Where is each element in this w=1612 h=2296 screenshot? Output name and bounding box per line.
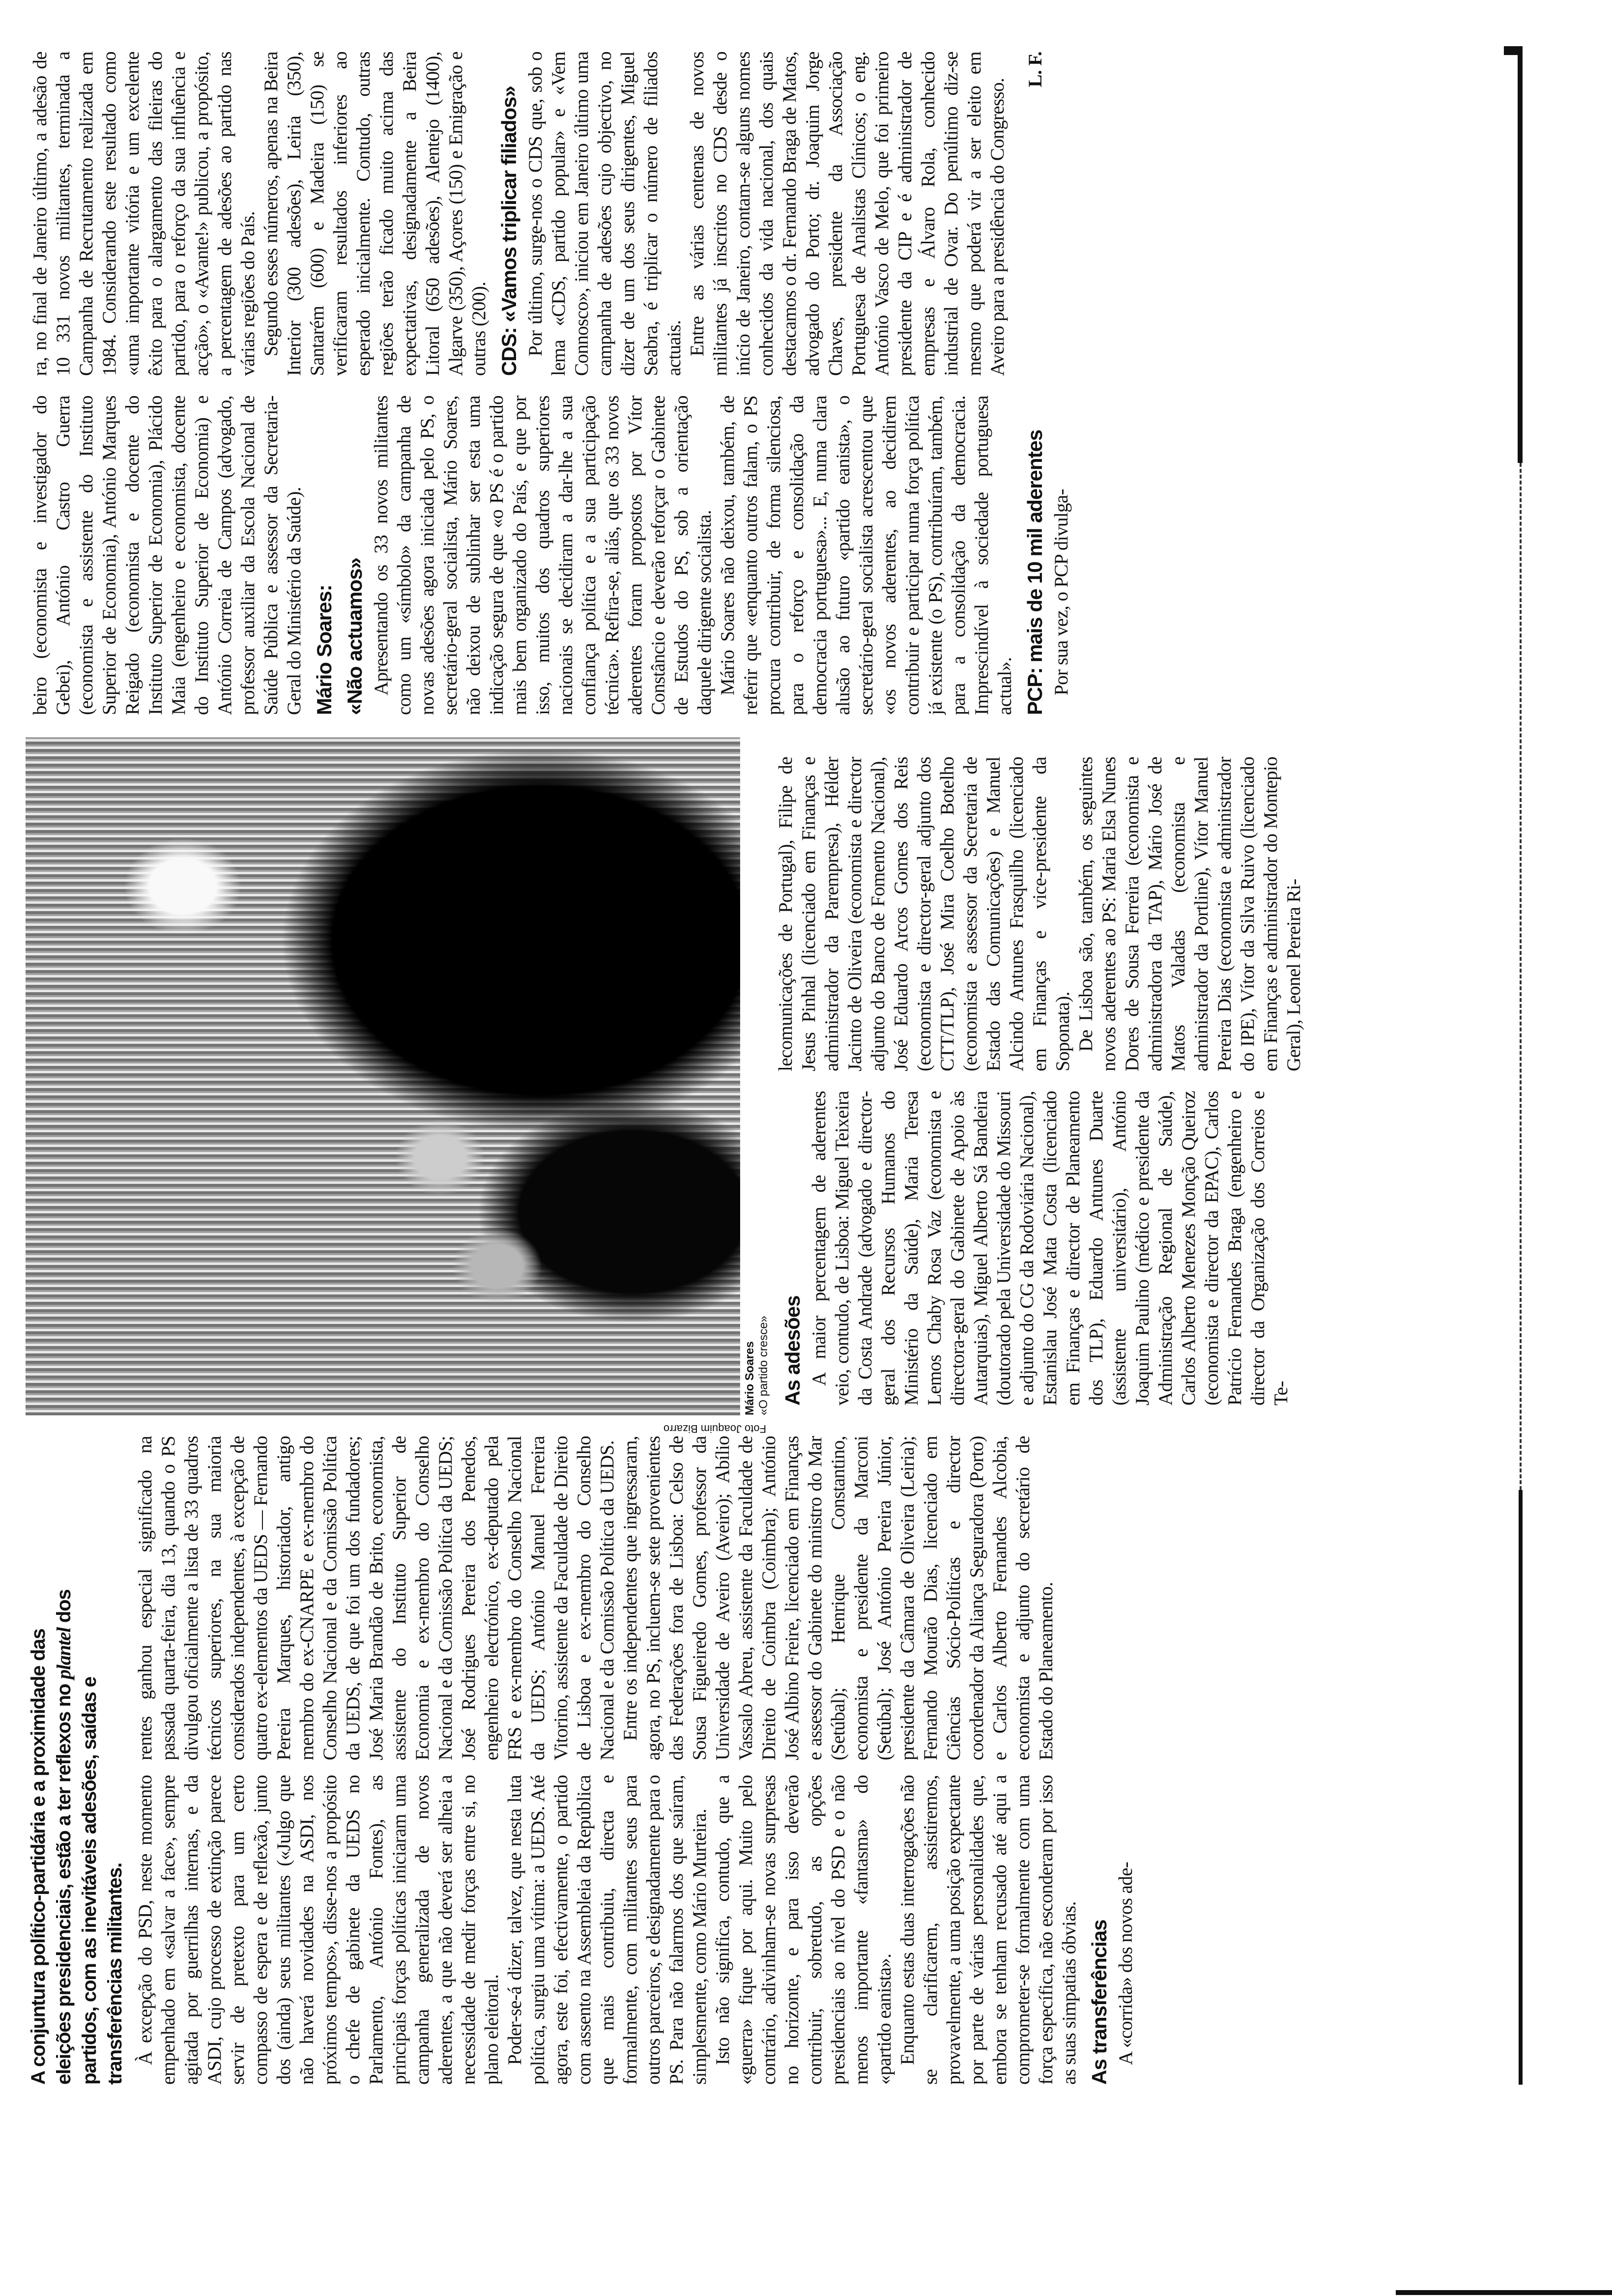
section-heading: «Não actuamos» bbox=[343, 558, 366, 715]
paragraph: Enquanto estas duas interrogações não se clarificarem, assistiremos, provavelmente, a uma posição expectante por parte de várias personalidades que, embora se tenham recusado até aqui a comprometer-se formalmente com uma força específica, não esconderam por isso as suas simpatias óbvias. bbox=[897, 1775, 1080, 2085]
paragraph: De Lisboa são, também, os seguintes novos aderentes ao PS: Maria Elsa Nunes Dores de Sousa Ferreira (economista e administradora da TAP), Mário José de Matos Valadas (economista e administrador da Portline), Vítor Manuel Pereira Dias (economista e administrador do IPE), Vítor da Silva Ruivo (licenciado em Finanças e administrador do Montepio Geral), Leonel Pereira Ri- bbox=[1075, 757, 1304, 1071]
edge-rule bbox=[1396, 2290, 1612, 2295]
paragraph: Isto não significa, contudo, que a «guerra» fique por aqui. Muito pelo contrário, adivinham-se novas surpresas no horizonte, e para isso deverão contribuir, sobretudo, as opções presidenciais ao nível do PSD e o não menos importante «fantasma» do «partido eanista». bbox=[712, 1775, 895, 2085]
paragraph: Apresentando os 33 novos militantes como um «símbolo» da campanha de novas adesões agora iniciada pelo PS, o secretário-geral socialista, Mário Soares, não deixou de sublinhar ser esta uma indicação segura de que «o PS é o partido mais bem organizado do País, e que por isso, muitos dos quadros superiores nacionais se decidiram a dar-lhe a sua confiança política e a sua participação técnica». Refira-se, aliás, que os 33 novos aderentes foram propostos por Vítor Constâncio e deverão reforçar o Gabinete de Estudos do PS, sob a orientação daquele dirigente socialista. bbox=[371, 396, 715, 715]
photo-caption bbox=[743, 1316, 771, 1415]
headline-text: dos bbox=[53, 1589, 75, 1623]
paragraph: À excepção do PSD, neste momento empenhado em «salvar a face», sempre agitada por guerrilhas internas, e da ASDI, cujo processo de extinção parece servir de pretexto para um certo compasso de espera e de reflexão, junto dos (ainda) seus militantes («Julgo que não haverá novidades na ASDI, nos próximos tempos», disse-nos a propósito o chefe de gabinete da UEDS no Parlamento, António Fontes), as principais forças políticas iniciaram uma campanha generalizada de novos aderentes, a que não deverá ser alheia a necessidade de medir forças entre si, no plano eleitoral. bbox=[135, 1775, 502, 2085]
corner-rule bbox=[1504, 46, 1523, 55]
section-heading: As adesões bbox=[781, 1295, 804, 1406]
headline-line: transferências militantes. bbox=[104, 1863, 126, 2085]
section-heading: Mário Soares: bbox=[313, 585, 336, 715]
paragraph: Mário Soares não deixou, também, de referir que «enquanto outros falam, o PS procura contribuir, de forma silenciosa, para o reforço e consolidação da democracia portuguesa»... E, numa clara alusão ao futuro «partido eanista», o secretário-geral socialista acrescentou que «os novos aderentes, ao decidirem contribuir e participar numa força política já existente (o PS), contribuíram, também, para a consolidação da democracia. Imprescindível à sociedade portuguesa actual». bbox=[717, 396, 1015, 715]
paragraph: ra, no final de Janeiro último, a adesão de 10 331 novos militantes, terminada a Campanha de Recrutamento realizada em 1984. Considerando este resultado como «uma importante vitória e um excelente êxito para o alargamento das fileiras do partido, para o reforço da sua influência e acção», o «Avante!» publicou, a propósito, a percentagem de adesões ao partido nas várias regiões do País. bbox=[29, 52, 259, 376]
column-f bbox=[29, 52, 1493, 376]
section-heading: PCP: mais de 10 mil aderentes bbox=[1023, 430, 1046, 715]
caption-name: Mário Soares bbox=[743, 1341, 756, 1415]
column-d bbox=[774, 757, 1492, 1071]
headline-line bbox=[51, 1431, 77, 2085]
paragraph: Poder-se-á dizer, talvez, que nesta luta política, surgiu uma vítima: a UEDS. Até agora, este foi, efectivamente, o partido com assento na Assembleia da República que mais contribuiu, directa e formalmente, com militantes seus para outros parceiros, e designadamente para o PS. Para não falarmos dos que saíram, simplesmente, como Mário Murteira. bbox=[504, 1775, 710, 2085]
headline-line: partidos, com as inevitáveis adesões, saídas e bbox=[79, 1677, 100, 2085]
author-signature: L. F. bbox=[1025, 52, 1046, 87]
photo-mario-soares bbox=[26, 737, 740, 1415]
bottom-rule bbox=[1518, 47, 1523, 463]
paragraph: Entre as várias centenas de novos militantes já inscritos no CDS desde o início de Janeiro, contam-se alguns nomes conhecidos da vida nacional, dos quais destacamos o dr. Fernando Braga de Matos, advogado do Porto; dr. Joaquim Jorge Chaves, presidente da Associação Portuguesa de Analistas Clínicos; o eng. António Vasco de Melo, que foi primeiro presidente da CIP e é administrador de empresas e Álvaro Rola, conhecido industrial de Ovar. Do penúltimo diz-se mesmo que poderá vir a ser eleito em Aveiro para a presidência do Congresso. bbox=[687, 52, 1008, 376]
column-e bbox=[29, 396, 1493, 715]
article-headline bbox=[26, 1431, 128, 2085]
headline-italic-word: plantel bbox=[53, 1628, 75, 1679]
photo-credit: Foto Joaquim Bizarro bbox=[663, 1423, 767, 1435]
paragraph: Entre os independentes que ingressaram, agora, no PS, incluem-se sete provenientes das Federações fora de Lisboa: Celso de Sousa Figueiredo Gomes, professor da Universidade de Aveiro (Aveiro); Abílio Vassalo Abreu, assistente da Faculdade de Direito de Coimbra (Coimbra); António José Albino Freire, licenciado em Finanças e assessor do Gabinete do ministro do Mar (Setúbal); Henrique Constantino, economista e presidente da Marconi (Setúbal); José António Pereira Júnior, presidente da Câmara de Oliveira (Leiria); Fernando Mourão Dias, licenciado em Ciências Sócio-Políticas e director coordenador da Aliança Seguradora (Porto) e Carlos Alberto Fernandes Alcobia, economista e adjunto do secretário de Estado do Planeamento. bbox=[620, 1436, 1057, 1760]
column-a bbox=[134, 1775, 1495, 2085]
paragraph: A «corrida» dos novos ade- bbox=[1115, 1862, 1136, 2065]
bottom-rule bbox=[1519, 1490, 1523, 2085]
paragraph: Por último, surge-nos o CDS que, sob o lema «CDS, partido popular» e «Vem Connosco», iniciou em Janeiro último uma campanha de adesões cujo objectivo, no dizer de um dos seus dirigentes, Miguel Seabra, é triplicar o número de filiados actuais. bbox=[525, 52, 685, 376]
paragraph: lecomunicações de Portugal), Filipe de Jesus Pinhal (licenciado em Finanças e administrador da Parempresa), Hélder Jacinto de Oliveira (economista e director adjunto do Banco de Fomento Nacional), José Eduardo Arcos Gomes dos Reis (economista e director-geral adjunto dos CTT/TLP), José Mira Coelho Botelho (economista e assessor da Secretaria de Estado das Comunicações) e Manuel Alcindo Antunes Frasquilho (licenciado em Finanças e vice-presidente da Soponata). bbox=[775, 757, 1073, 1071]
bottom-rule-dashed bbox=[1520, 463, 1522, 1490]
section-heading: CDS: «Vamos triplicar filiados» bbox=[497, 86, 520, 376]
column-b bbox=[134, 1436, 1495, 1760]
paragraph: Segundo esses números, apenas na Beira Interior (300 adesões), Leiria (350), Santarém (600) e Madeira (150) se verificaram resultados inferiores ao esperado inicialmente. Contudo, outras regiões terão ficado muito acima das expectativas, designadamente a Beira Litoral (650 adesões), Alentejo (1400), Algarve (350), Açores (150) e Emigração e outras (200). bbox=[260, 52, 489, 376]
paragraph: Por sua vez, o PCP divulga- bbox=[1051, 489, 1072, 695]
paragraph: A maior percentagem de aderentes veio, contudo, de Lisboa: Miguel Teixeira da Costa Andrade (advogado e director-geral dos Recursos Humanos do Ministério da Saúde), Maria Teresa Lemos Chaby Rosa Vaz (economista e directora-geral do Gabinete de Apoio às Autarquias), Miguel Alberto Sá Bandeira (doutorado pela Universidade do Missouri e adjunto do CG da Rodoviária Nacional), Estanislau José Mata Costa (licenciado em Finanças e director de Planeamento dos TLP), Eduardo Antunes Duarte (assistente universitário), António Joaquim Paulino (médico e presidente da Administração Regional de Saúde), Carlos Alberto Menezes Monção Queiroz (economista e director da EPAC), Carlos Patrício Fernandes Braga (engenheiro e director da Organização dos Correios e Te- bbox=[808, 1091, 1292, 1406]
paragraph: rentes ganhou especial significado na passada quarta-feira, dia 13, quando o PS divulgou oficialmente a lista de 33 quadros técnicos superiores, na sua maioria considerados independentes, à excepção de quatro ex-elementos da UEDS — Fernando Pereira Marques, historiador, antigo membro do ex-CNARPE e ex-membro do Conselho Nacional e da Comissão Política da UEDS, de que foi um dos fundadores; José Maria Brandão de Brito, economista, assistente do Instituto Superior de Economia e ex-membro do Conselho Nacional e da Comissão Política da UEDS; José Rodrigues Pereira dos Penedos, engenheiro electrónico, ex-deputado pela FRS e ex-membro do Conselho Nacional da UEDS; António Manuel Ferreira Vitorino, assistente da Faculdade de Direito de Lisboa e ex-membro do Conselho Nacional e da Comissão Política da UEDS. bbox=[135, 1436, 618, 1760]
column-c bbox=[774, 1091, 1492, 1406]
headline-text: eleições presidenciais, estão a ter reflexos no bbox=[53, 1684, 75, 2085]
caption-quote: «O partido cresce» bbox=[757, 1316, 770, 1415]
section-heading: As transferências bbox=[1088, 1920, 1111, 2085]
paragraph: beiro (economista e investigador do Gebei), António Castro Guerra (economista e assistente do Instituto Superior de Economia), António Marques Reigado (economista e docente do Instituto Superior de Economia), Plácido Maia (engenheiro e economista, docente do Instituto Superior de Economia) e António Correia de Campos (advogado, professor auxiliar da Escola Nacional de Saúde Pública e assessor da Secretaria-Geral do Ministério da Saúde). bbox=[29, 396, 305, 715]
headline-line: A conjuntura político-partidária e a proximidade das bbox=[28, 1629, 49, 2085]
